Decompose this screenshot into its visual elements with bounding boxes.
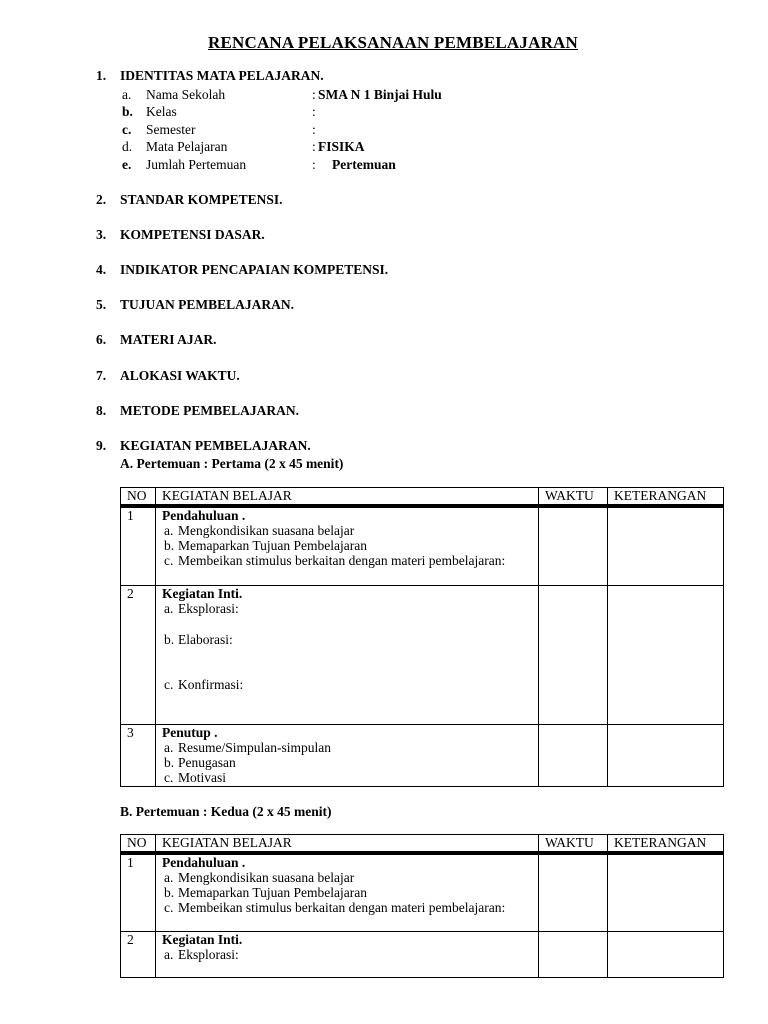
section-number: 5.	[96, 297, 107, 312]
activity-item: c. Membeikan stimulus berkaitan dengan materi pembelajaran:	[164, 900, 506, 915]
section-heading-9	[96, 438, 311, 454]
activity-title: Pendahuluan .	[162, 855, 246, 870]
section-title: INDIKATOR PENCAPAIAN KOMPETENSI.	[120, 262, 389, 277]
table-row	[121, 724, 724, 786]
row-letter: e.	[122, 157, 132, 172]
header-waktu: WAKTU	[539, 835, 608, 854]
activity-title: Kegiatan Inti.	[162, 931, 243, 947]
row-letter: a.	[122, 87, 132, 102]
activity-table-a	[120, 487, 724, 787]
section-number: 3.	[96, 227, 107, 242]
waktu-cell	[539, 724, 608, 786]
section-title: METODE PEMBELAJARAN.	[120, 403, 300, 418]
header-no: NO	[121, 835, 156, 854]
section-title: KEGIATAN PEMBELAJARAN.	[120, 438, 311, 453]
activity-item: a. Mengkondisikan suasana belajar	[164, 870, 355, 885]
table-row	[121, 506, 724, 585]
waktu-cell	[539, 585, 608, 724]
row-label: Nama Sekolah	[146, 87, 226, 102]
section-heading-4	[96, 262, 388, 278]
activity-item: b. Memaparkan Tujuan Pembelajaran	[164, 885, 367, 900]
activity-item: b. Memaparkan Tujuan Pembelajaran	[164, 538, 367, 553]
activity-title: Penutup .	[162, 724, 218, 740]
row-number: 3	[121, 724, 156, 786]
activity-item: b. Elaborasi:	[164, 631, 233, 647]
activity-title: Kegiatan Inti.	[162, 585, 243, 601]
activity-item: c. Konfirmasi:	[164, 676, 244, 692]
section-number: 2.	[96, 192, 107, 207]
activity-cell	[156, 853, 539, 931]
section-title: IDENTITAS MATA PELAJARAN.	[120, 68, 324, 83]
row-letter: c.	[122, 122, 132, 137]
identity-row-class	[122, 103, 318, 121]
activity-item: b. Penugasan	[164, 754, 236, 770]
meeting-heading-a: A. Pertemuan : Pertama (2 x 45 menit)	[120, 456, 344, 471]
row-number: 2	[121, 931, 156, 977]
section-heading-7	[96, 368, 240, 384]
keterangan-cell	[608, 853, 724, 931]
row-colon: :	[312, 157, 316, 172]
section-heading-1	[96, 68, 324, 84]
identity-row-semester	[122, 121, 318, 139]
keterangan-cell	[608, 931, 724, 977]
table-row	[121, 931, 724, 977]
table-header-row	[121, 835, 724, 854]
row-colon: :	[312, 139, 316, 154]
row-colon: :	[312, 122, 316, 137]
section-number: 1.	[96, 68, 107, 83]
activity-cell	[156, 585, 539, 724]
header-keterangan: KETERANGAN	[608, 835, 724, 854]
activity-item: c. Motivasi	[164, 769, 227, 785]
section-number: 7.	[96, 368, 107, 383]
row-number: 1	[121, 506, 156, 585]
identity-row-school	[122, 86, 442, 104]
page-title: RENCANA PELAKSANAAN PEMBELAJARAN	[207, 33, 579, 52]
activity-cell	[156, 724, 539, 786]
row-value: FISIKA	[318, 139, 365, 154]
section-number: 9.	[96, 438, 107, 453]
activity-item: a. Mengkondisikan suasana belajar	[164, 523, 355, 538]
row-label: Semester	[146, 122, 196, 137]
section-title: TUJUAN PEMBELAJARAN.	[120, 297, 295, 312]
header-kegiatan: KEGIATAN BELAJAR	[156, 835, 539, 854]
activity-title: Pendahuluan .	[162, 508, 246, 523]
activity-cell	[156, 931, 539, 977]
section-heading-2	[96, 192, 283, 208]
header-keterangan: KETERANGAN	[608, 488, 724, 507]
row-label: Kelas	[146, 104, 177, 119]
activity-cell	[156, 506, 539, 585]
waktu-cell	[539, 931, 608, 977]
row-label: Jumlah Pertemuan	[146, 157, 247, 172]
header-kegiatan: KEGIATAN BELAJAR	[156, 488, 539, 507]
keterangan-cell	[608, 585, 724, 724]
section-number: 6.	[96, 332, 107, 347]
header-waktu: WAKTU	[539, 488, 608, 507]
table-row	[121, 585, 724, 724]
row-value: SMA N 1 Binjai Hulu	[318, 87, 442, 102]
row-number: 1	[121, 853, 156, 931]
activity-item: c. Membeikan stimulus berkaitan dengan materi pembelajaran:	[164, 553, 506, 568]
section-title: MATERI AJAR.	[120, 332, 217, 347]
waktu-cell	[539, 506, 608, 585]
section-number: 8.	[96, 403, 107, 418]
row-number: 2	[121, 585, 156, 724]
row-colon: :	[312, 104, 316, 119]
meeting-heading-b: B. Pertemuan : Kedua (2 x 45 menit)	[120, 804, 332, 819]
row-letter: b.	[122, 104, 133, 119]
identity-row-meetings	[122, 156, 396, 174]
section-heading-8	[96, 403, 299, 419]
section-title: STANDAR KOMPETENSI.	[120, 192, 283, 207]
section-number: 4.	[96, 262, 107, 277]
identity-row-subject	[122, 138, 365, 156]
activity-table-b	[120, 834, 724, 978]
keterangan-cell	[608, 506, 724, 585]
activity-item: a. Resume/Simpulan-simpulan	[164, 739, 331, 755]
table-header-row	[121, 488, 724, 507]
row-letter: d.	[122, 139, 133, 154]
row-colon: :	[312, 87, 316, 102]
keterangan-cell	[608, 724, 724, 786]
activity-item: a. Eksplorasi:	[164, 946, 239, 962]
section-heading-3	[96, 227, 265, 243]
section-title: ALOKASI WAKTU.	[120, 368, 240, 383]
section-heading-6	[96, 332, 217, 348]
header-no: NO	[121, 488, 156, 507]
waktu-cell	[539, 853, 608, 931]
section-title: KOMPETENSI DASAR.	[120, 227, 265, 242]
activity-item: a. Eksplorasi:	[164, 600, 239, 616]
row-value: Pertemuan	[332, 157, 396, 172]
section-heading-5	[96, 297, 294, 313]
table-row	[121, 853, 724, 931]
row-label: Mata Pelajaran	[146, 139, 228, 154]
